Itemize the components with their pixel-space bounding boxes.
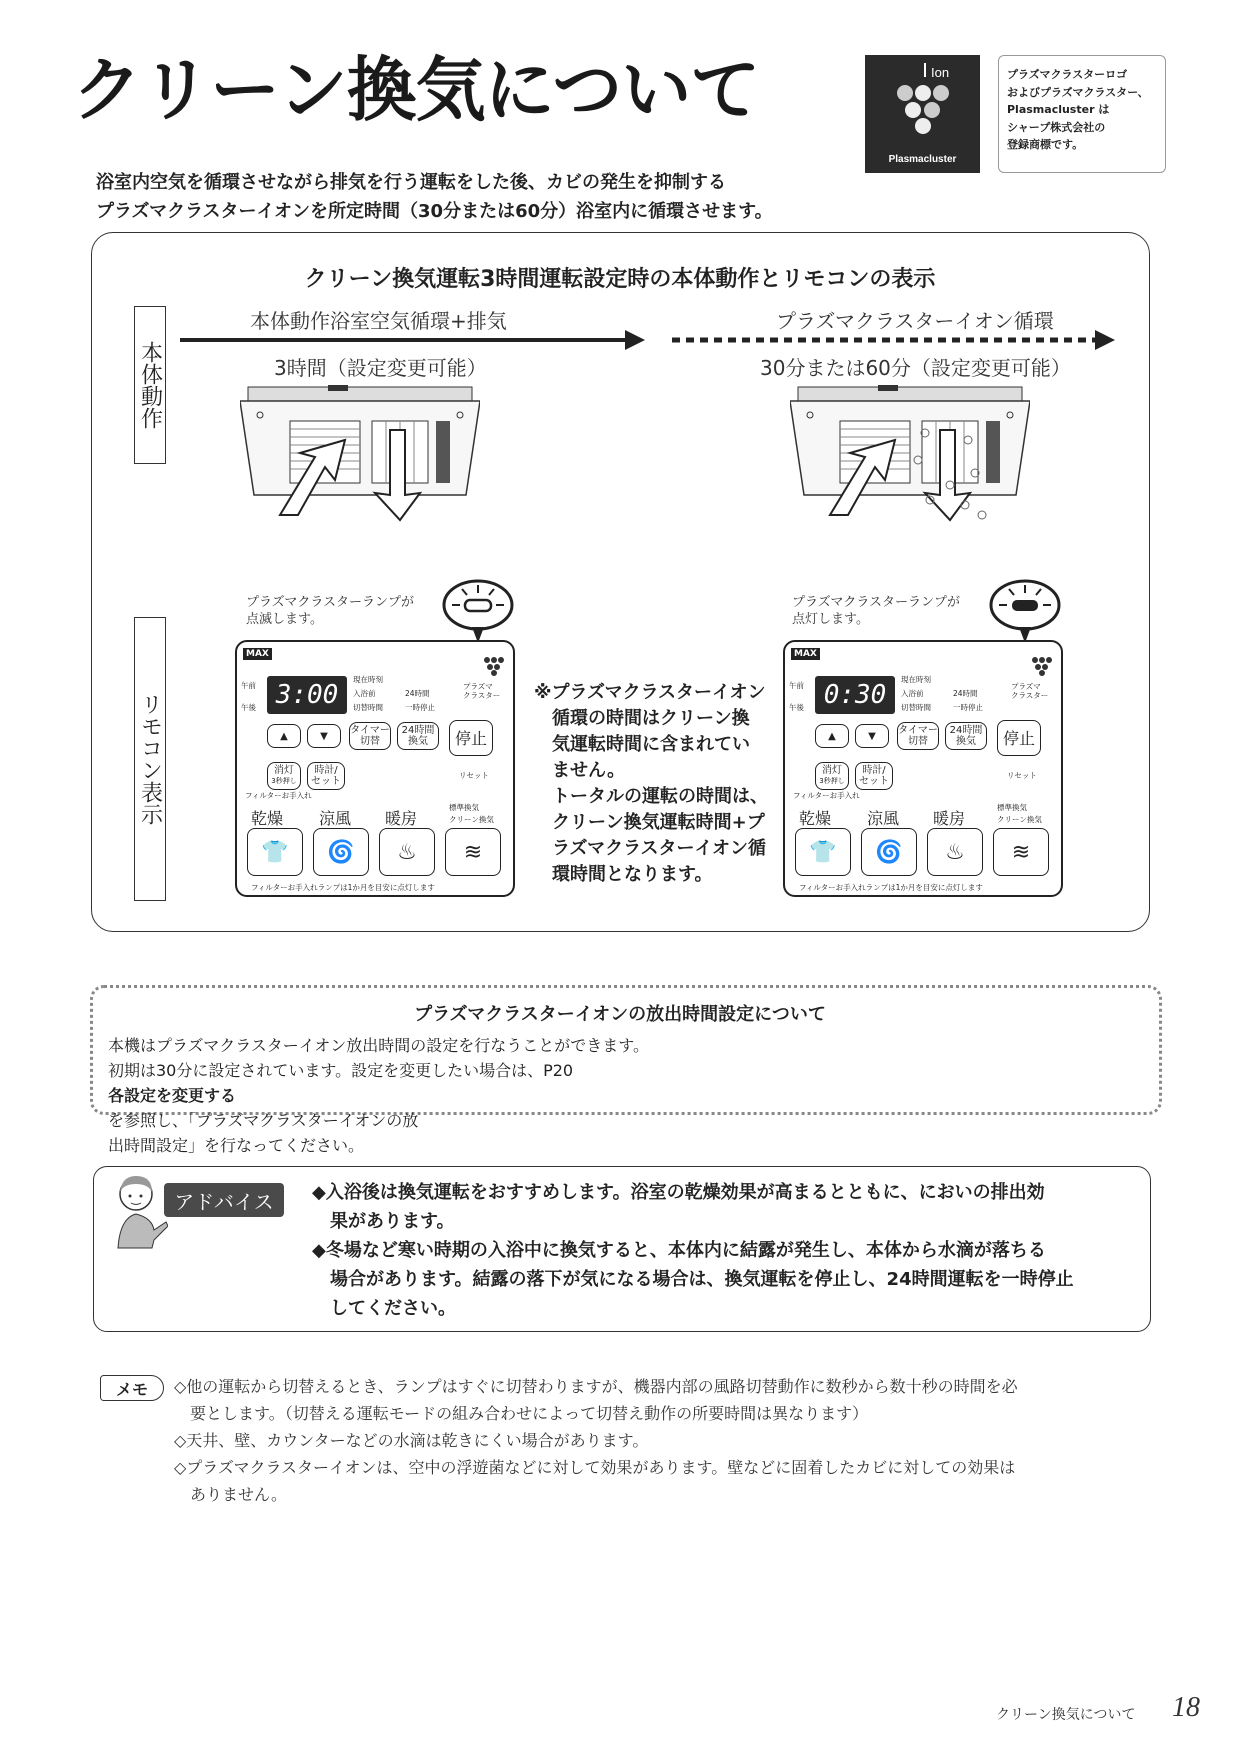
shirt-icon: 👕	[809, 839, 837, 865]
plasma-indicator: プラズマ クラスター	[1011, 682, 1049, 700]
remote-control-1: MAX 午前 午後 3:00 現在時刻 入浴前 切替時間 24時間 一時停止 プラズマ クラスター ▲ ▼ タイマー 切替 24時間 換気 停止 消灯 3秒押し 時計/ セット リセット フィルターお手入れ 乾燥 涼風 暖房 標準換気 クリーン換気 👕 🌀 ♨ ≋ フィルターお手入れランプは1か月を目安に点灯します	[235, 640, 515, 897]
unit-illustration-2	[790, 385, 1030, 525]
heat-mode-button[interactable]	[927, 828, 983, 876]
row-label-remote: リモコン表示	[134, 617, 166, 901]
up-button[interactable]: ▲	[267, 724, 301, 748]
page-number: 18	[1172, 1692, 1200, 1723]
timer-switch-button[interactable]: タイマー 切替	[349, 722, 391, 750]
dry-mode-button[interactable]	[247, 828, 303, 876]
clock-set-button[interactable]: 時計/ セット	[855, 762, 893, 790]
ventilation-24h-button[interactable]: 24時間 換気	[945, 722, 987, 750]
phase1-label: 本体動作浴室空気循環+排気	[250, 309, 507, 333]
diagram-title: クリーン換気運転3時間運転設定時の本体動作とリモコンの表示	[304, 267, 936, 292]
reset-label: リセット	[459, 771, 489, 780]
remote-brand: MAX	[243, 648, 272, 660]
phase2-arrow-head	[1095, 330, 1115, 350]
ventilation-mode-button[interactable]	[445, 828, 501, 876]
clock-set-button[interactable]: 時計/ セット	[307, 762, 345, 790]
lcd-display: 0:30	[815, 676, 895, 714]
phase2-label: プラズマクラスターイオン循環	[776, 309, 1054, 333]
row-label-unit: 本体動作	[134, 306, 166, 464]
reset-label: リセット	[1007, 771, 1037, 780]
breeze-icon: 🌀	[327, 839, 355, 865]
phase2-duration: 30分または60分（設定変更可能）	[760, 356, 1071, 380]
trademark-note: プラズマクラスターロゴ およびプラズマクラスター、 Plasmacluster は シャープ株式会社の 登録商標です。	[998, 55, 1166, 173]
cool-mode-button[interactable]	[861, 828, 917, 876]
phase1-duration: 3時間（設定変更可能）	[274, 356, 487, 380]
advice-text: ◆入浴後は換気運転をおすすめします。浴室の乾燥効果が高まるとともに、においの排出効 果があります。 ◆冬場など寒い時期の入浴中に換気すると、本体内に結露が発生し、本体から水滴が落ちる 場合があります。結露の落下が気になる場合は、換気運転を停止し、24時間運転を一時停止 してください。	[312, 1182, 1074, 1319]
heat-mode-button[interactable]	[379, 828, 435, 876]
lcd-display: 3:00	[267, 676, 347, 714]
dry-mode-button[interactable]	[795, 828, 851, 876]
grape-cluster-icon	[865, 55, 980, 150]
ion-setting-body: 本機はプラズマクラスターイオン放出時間の設定を行なうことができます。 初期は30分に設定されています。設定を変更したい場合は、P20 各設定を変更する を参照し、「プラズマクラスターイオンの放 出時間設定」を行なってください。	[108, 1036, 649, 1155]
remote-brand: MAX	[791, 648, 820, 660]
cool-mode-button[interactable]	[313, 828, 369, 876]
settings-link[interactable]: 各設定を変更する	[108, 1086, 237, 1105]
plasma-indicator: プラズマ クラスター	[463, 682, 501, 700]
filter-label: フィルターお手入れ	[245, 791, 312, 800]
light-off-button[interactable]: 消灯 3秒押し	[267, 762, 301, 790]
plasmacluster-icon	[479, 646, 505, 676]
plasmacluster-icon	[1027, 646, 1053, 676]
wind-icon: ≋	[463, 839, 483, 865]
unit-illustration-1	[240, 385, 480, 525]
filter-label: フィルターお手入れ	[793, 791, 860, 800]
wind-icon: ≋	[1011, 839, 1031, 865]
ion-setting-title: プラズマクラスターイオンの放出時間設定について	[414, 1004, 826, 1025]
stop-button[interactable]: 停止	[449, 720, 493, 756]
down-button[interactable]: ▼	[307, 724, 341, 748]
advisor-avatar	[108, 1170, 168, 1250]
light-off-button[interactable]: 消灯 3秒押し	[815, 762, 849, 790]
timeline-arrows	[170, 325, 1120, 355]
timer-switch-button[interactable]: タイマー 切替	[897, 722, 939, 750]
remote-control-2: MAX 午前 午後 0:30 現在時刻 入浴前 切替時間 24時間 一時停止 プラズマ クラスター ▲ ▼ タイマー 切替 24時間 換気 停止 消灯 3秒押し 時計/ セット リセット フィルターお手入れ 乾燥 涼風 暖房 標準換気 クリーン換気 👕 🌀 ♨ ≋ フィルターお手入れランプは1か月を目安に点灯します	[783, 640, 1063, 897]
phase1-arrow-head	[625, 330, 645, 350]
ventilation-mode-button[interactable]	[993, 828, 1049, 876]
advice-tag: アドバイス	[164, 1183, 284, 1217]
breeze-icon: 🌀	[875, 839, 903, 865]
plasma-time-note: ※プラズマクラスターイオン 循環の時間はクリーン換 気運転時間に含まれてい ません。 トータルの運転の時間は、 クリーン換気運転時間+プ ラズマクラスターイオン循 環時間となります。	[534, 682, 768, 885]
heat-icon: ♨	[945, 839, 965, 865]
logo-text: Plasmacluster	[888, 154, 957, 165]
logo-ion-text: Ion	[931, 65, 950, 80]
footer-section-label: クリーン換気について	[996, 1707, 1136, 1723]
down-button[interactable]: ▼	[855, 724, 889, 748]
memo-text: ◇他の運転から切替えるとき、ランプはすぐに切替わりますが、機器内部の風路切替動作に数秒から数十秒の時間を必 要とします。（切替える運転モードの組み合わせによって切替え動作の所要時間は異なります） ◇天井、壁、カウンターなどの水滴は乾きにくい場合があります。 ◇プラズマクラスターイオンは、空中の浮遊菌などに対して効果があります。壁などに固着したカビに対しての効果は ありません。	[174, 1377, 1018, 1504]
memo-tag: メモ	[100, 1375, 164, 1401]
lamp-blink-callout	[438, 575, 518, 645]
lamp-on-callout	[985, 575, 1065, 645]
shirt-icon: 👕	[261, 839, 289, 865]
ventilation-24h-button[interactable]: 24時間 換気	[397, 722, 439, 750]
plasmacluster-logo	[865, 55, 980, 173]
lamp-caption-2: プラズマクラスターランプが 点灯します。	[792, 595, 960, 627]
up-button[interactable]: ▲	[815, 724, 849, 748]
heat-icon: ♨	[397, 839, 417, 865]
stop-button[interactable]: 停止	[997, 720, 1041, 756]
lamp-caption-1: プラズマクラスターランプが 点滅します。	[246, 595, 414, 627]
page-title: クリーン換気について	[72, 49, 760, 131]
intro-text: 浴室内空気を循環させながら排気を行う運転をした後、カビの発生を抑制する プラズマクラスターイオンを所定時間（30分または60分）浴室内に循環させます。	[96, 172, 773, 222]
